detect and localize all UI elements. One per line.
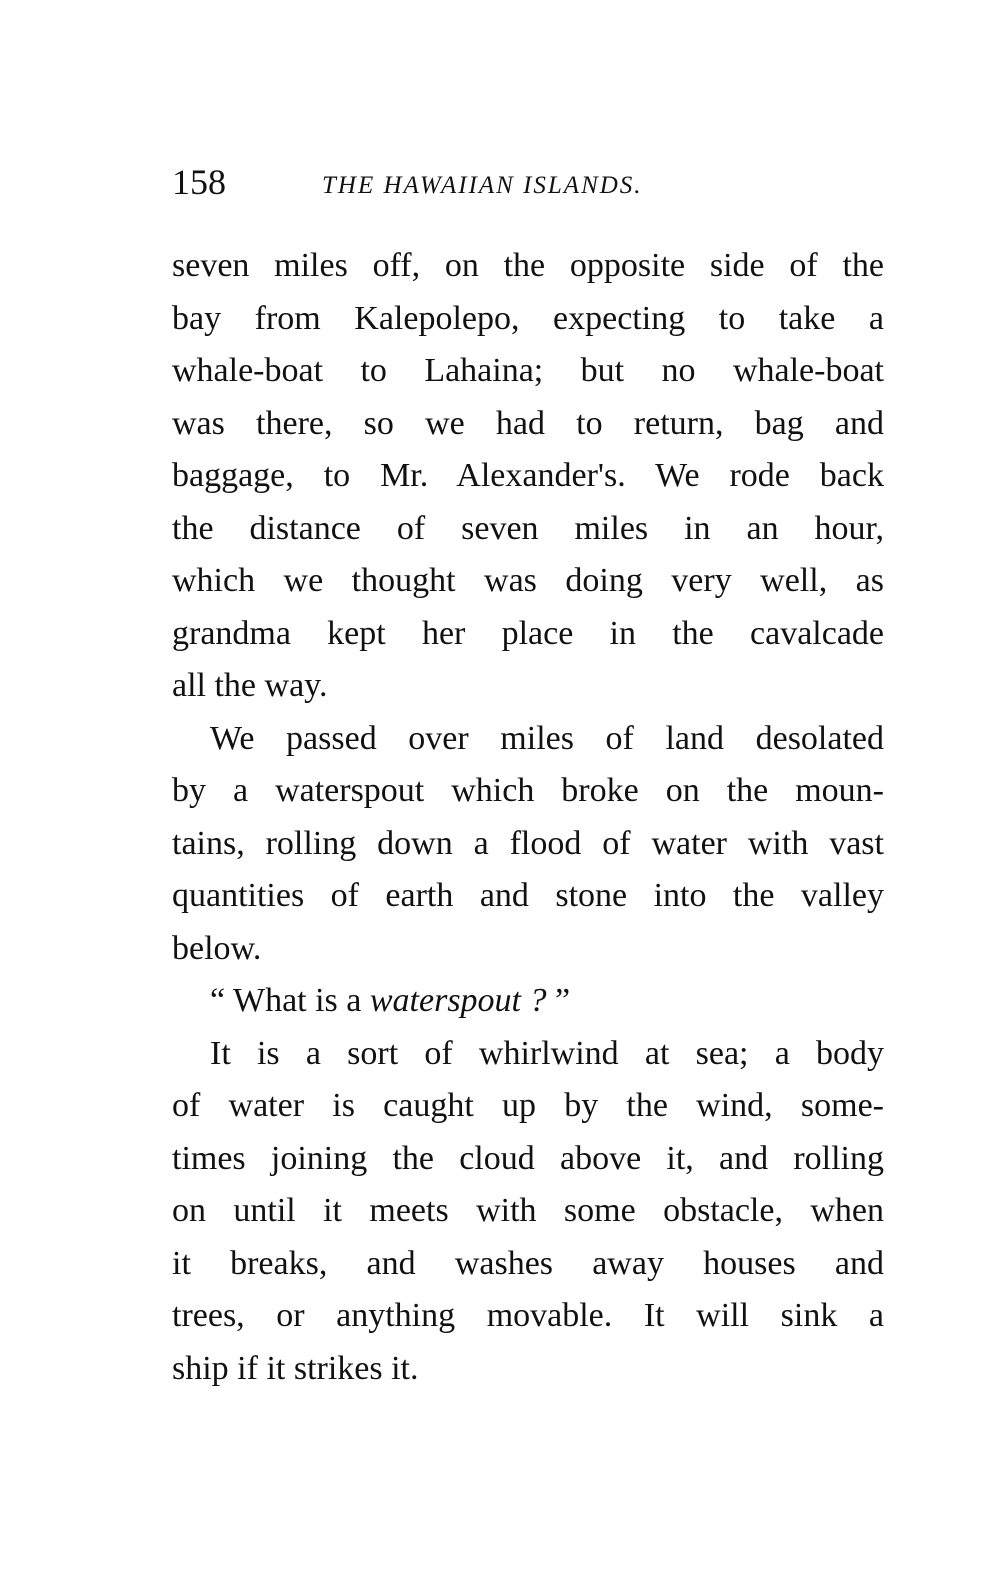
text-line: by a waterspout which broke on the moun- [172, 772, 884, 809]
text-line: below. [172, 929, 262, 967]
question-open: “ What is a [210, 982, 370, 1019]
question-close: ” [546, 982, 571, 1019]
question-line [172, 975, 884, 1028]
text-line: which we thought was doing very well, as [172, 562, 884, 599]
text-line: quantities of earth and stone into the valley [172, 877, 884, 914]
text-line: baggage, to Mr. Alexander's. We rode back [172, 457, 884, 494]
text-line: tains, rolling down a flood of water with vast [172, 824, 884, 862]
text-line: whale-boat to Lahaina; but no whale-boat [172, 352, 884, 389]
text-line: the distance of seven miles in an hour, [172, 509, 884, 547]
text-line: ship if it strikes it. [172, 1349, 419, 1387]
paragraph-start-line: It is a sort of whirlwind at sea; a body [210, 1034, 884, 1072]
text-line: it breaks, and washes away houses and [172, 1244, 884, 1282]
text-line: on until it meets with some obstacle, when [172, 1192, 884, 1229]
paragraph-start-line: We passed over miles of land desolated [210, 719, 884, 757]
running-title: THE HAWAIIAN ISLANDS. [322, 172, 643, 199]
text-line: was there, so we had to return, bag and [172, 404, 884, 442]
text-line: of water is caught up by the wind, some- [172, 1087, 884, 1124]
text-line: times joining the cloud above it, and rolling [172, 1139, 884, 1177]
page-number: 158 [172, 162, 226, 202]
text-line: bay from Kalepolepo, expecting to take a [172, 299, 884, 337]
question-italic-term: waterspout ? [369, 982, 547, 1019]
text-line: grandma kept her place in the cavalcade [172, 614, 884, 652]
text-line: trees, or anything movable. It will sink a [172, 1297, 884, 1334]
body-text [172, 240, 884, 1395]
text-line: all the way. [172, 667, 328, 704]
text-line: seven miles off, on the opposite side of the [172, 247, 884, 284]
page-header [172, 160, 884, 210]
